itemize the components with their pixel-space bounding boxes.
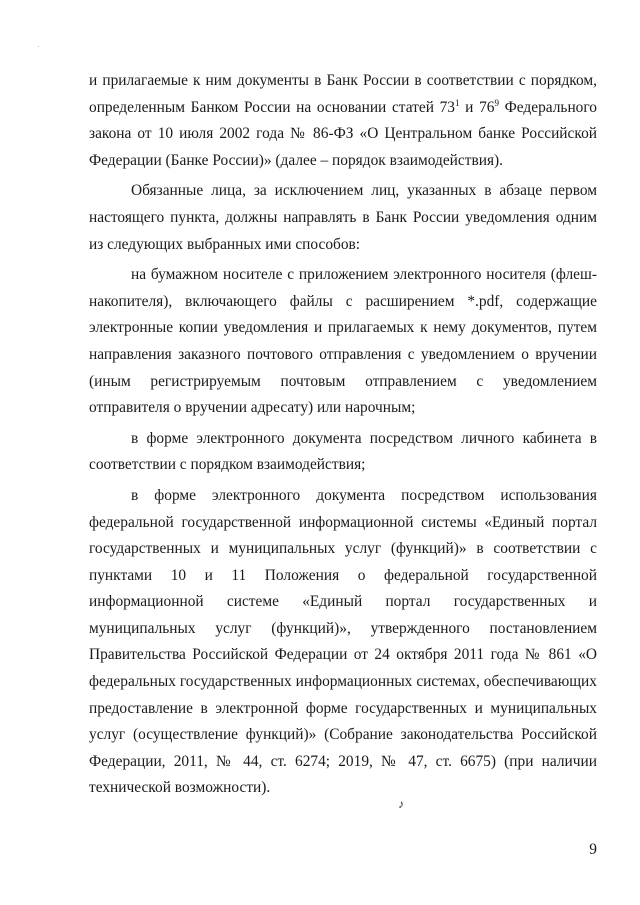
body-text — [89, 68, 597, 802]
scan-artifact-dot — [38, 46, 39, 47]
paragraph-text: и прилагаемые к ним документы в Банк России в соответствии с порядком, определенным Банком России на основании статей 73 — [89, 72, 597, 116]
paragraph-continuation — [89, 68, 597, 174]
paragraph-text: и 76 — [459, 98, 495, 116]
page-number: 9 — [589, 841, 597, 858]
paragraph-text: Федерального закона от 10 июля 2002 года № 86-ФЗ «О Центральном банке Российской Федерации (Банке России)» (далее – порядок взаимодействия). — [89, 98, 598, 169]
paragraph-paper-method: на бумажном носителе с приложением электронного носителя (флеш-накопителя), включающего файлы с расширением *.pdf, содержащие электронные копии уведомления и прилагаемых к нему документов, путем направления заказного почтового отправления с уведомлением о вручении (иным регистрируемым почтовым отправлением с уведомлением отправителя о вручении адресату) или нарочным; — [89, 266, 597, 417]
paragraph-gosuslugi-method: в форме электронного документа посредством использования федеральной государственной информационной системы «Единый портал государственных и муниципальных услуг (функций)» в соответствии с пунктами 10 и 11 Положения о федеральной государственной информационной системе «Единый портал государственных и муниципальных услуг (функций)», утвержденного постановлением Правительства Российской Федерации от 24 октября 2011 года № 861 «О федеральных государственных информационных системах, обеспечивающих предоставление в электронной форме государственных и муниципальных услуг (осуществление функций)» (Собрание законодательства Российской Федерации, 2011, № 44, ст. 6274; 2019, № 47, ст. 6675) (при наличии технической возможности). — [89, 486, 597, 797]
superscript-article-76: 9 — [494, 97, 499, 108]
paragraph-personal-cabinet-method: в форме электронного документа посредством личного кабинета в соответствии с порядком взаимодействия; — [89, 429, 597, 474]
superscript-article-73: 1 — [455, 97, 460, 108]
paragraph-obliged-persons: Обязанные лица, за исключением лиц, указанных в абзаце первом настоящего пункта, должны направлять в Банк России уведомления одним из следующих выбранных ими способов: — [89, 182, 597, 253]
stray-pen-mark: ♪ — [398, 797, 404, 811]
